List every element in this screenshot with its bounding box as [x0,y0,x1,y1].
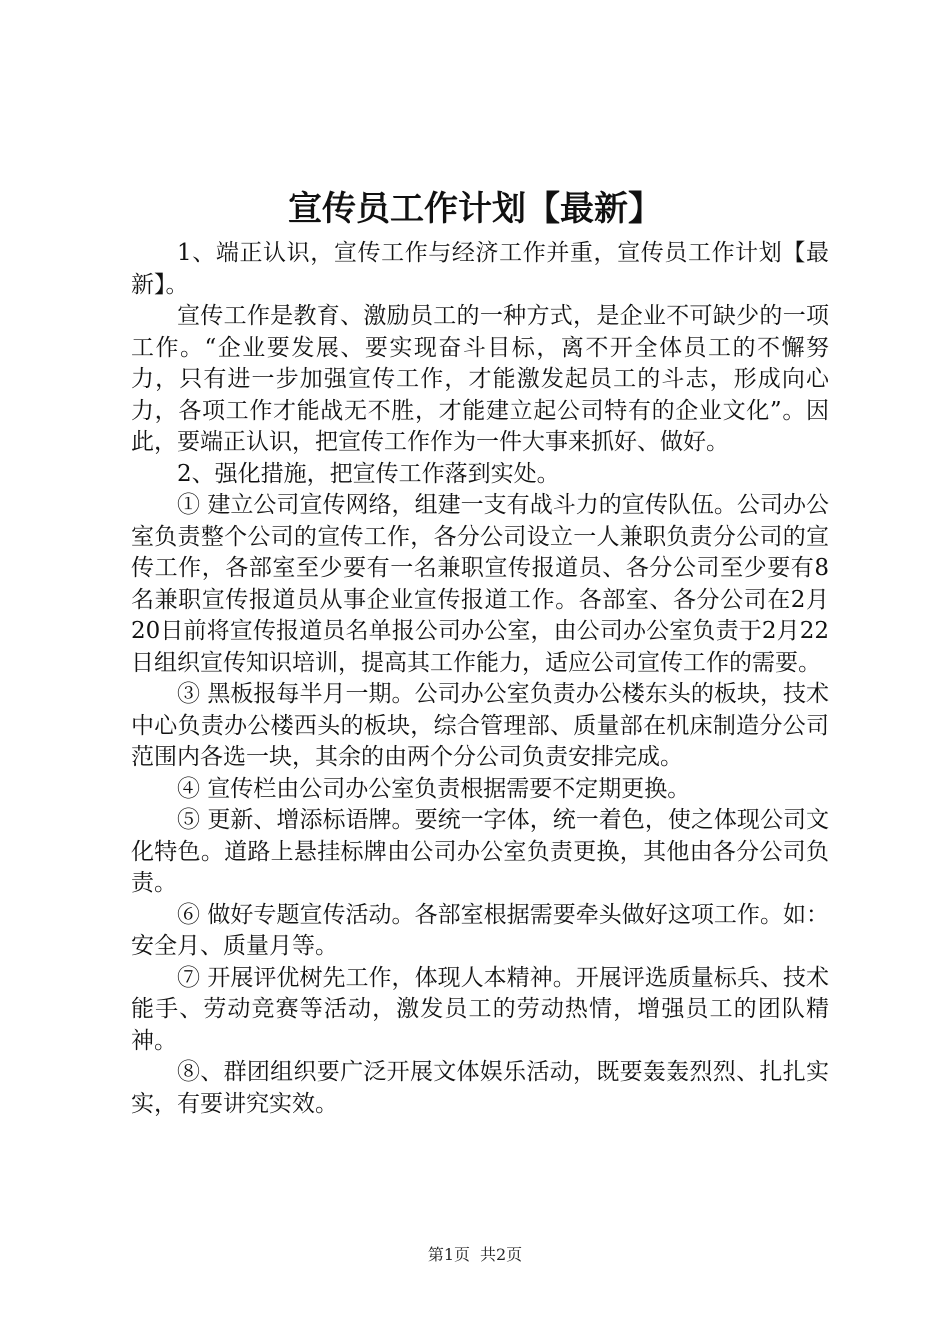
paragraph: ⑧、群团组织要广泛开展文体娱乐活动，既要轰轰烈烈、扎扎实实，有要讲究实效。 [131,1059,829,1117]
paragraph: 宣传工作是教育、激励员工的一种方式，是企业不可缺少的一项工作。“企业要发展、要实现奋斗目标，离不开全体员工的不懈努力，只有进一步加强宣传工作，才能激发起员工的斗志，形成向心力，各项工作才能战无不胜，才能建立起公司特有的企业文化”。因此，要端正认识，把宣传工作作为一件大事来抓好、做好。 [131,303,829,455]
paragraph: ③ 黑板报每半月一期。公司办公室负责办公楼东头的板块，技术中心负责办公楼西头的板块，综合管理部、质量部在机床制造分公司范围内各选一块，其余的由两个分公司负责安排完成。 [131,681,829,770]
page-number: 第1页 [427,1245,470,1264]
paragraph: ⑦ 开展评优树先工作，体现人本精神。开展评选质量标兵、技术能手、劳动竞赛等活动，激发员工的劳动热情，增强员工的团队精神。 [131,964,829,1054]
page-footer [0,1244,950,1266]
document-title: 宣传员工作计划【最新】 [288,189,662,229]
paragraph: ⑤ 更新、增添标语牌。要统一字体，统一着色，使之体现公司文化特色。道路上悬挂标牌由公司办公室负责更换，其他由各分公司负责。 [131,807,829,896]
paragraph: ⑥ 做好专题宣传活动。各部室根据需要牵头做好这项工作。如：安全月、质量月等。 [131,901,829,959]
paragraph: 2、强化措施，把宣传工作落到实处。 [177,460,560,487]
document-body [131,238,829,1120]
page-total: 共2页 [480,1245,523,1264]
paragraph: 1、端正认识，宣传工作与经济工作并重，宣传员工作计划【最新】。 [131,240,829,298]
paragraph: ④ 宣传栏由公司办公室负责根据需要不定期更换。 [177,775,691,802]
paragraph: ① 建立公司宣传网络，组建一支有战斗力的宣传队伍。公司办公室负责整个公司的宣传工作，各分公司设立一人兼职负责分公司的宣传工作，各部室至少要有一名兼职宣传报道员、各分公司至少要有8名兼职宣传报道员从事企业宣传报道工作。各部室、各分公司在2月20日前将宣传报道员名单报公司办公室，由公司办公室负责于2月22日组织宣传知识培训，提高其工作能力，适应公司宣传工作的需要。 [131,492,829,676]
